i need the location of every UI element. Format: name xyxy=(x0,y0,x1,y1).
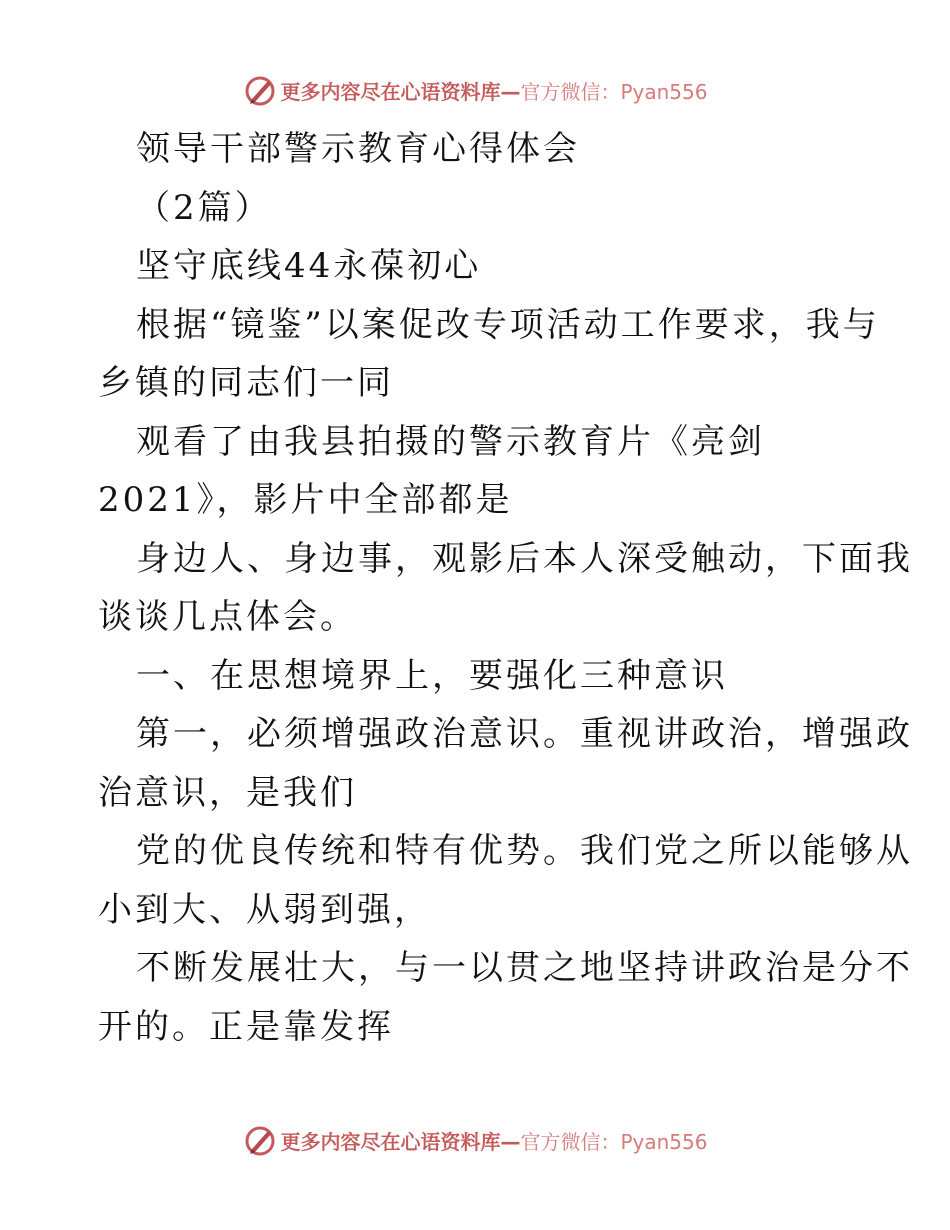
banner-text xyxy=(280,1126,707,1155)
document-line: 坚守底线44永葆初心 xyxy=(136,246,482,286)
document-line: 领导干部警示教育心得体会 xyxy=(136,129,580,169)
document-line: 开的。正是靠发挥 xyxy=(98,1006,394,1047)
document-line: 乡镇的同志们一同 xyxy=(98,363,394,403)
document-body xyxy=(98,120,913,1056)
pen-circle-logo-icon xyxy=(242,72,278,108)
document-line: 治意识，是我们 xyxy=(98,772,357,813)
document-line: 身边人、身边事，观影后本人深受触动，下面我 xyxy=(136,538,913,579)
banner-wechat-text: 官方微信：Pyan556 xyxy=(520,1129,708,1154)
header-banner xyxy=(0,70,950,110)
banner-wechat-text: 官方微信：Pyan556 xyxy=(520,79,708,104)
document-line: （2篇） xyxy=(136,187,272,228)
document-line: 谈谈几点体会。 xyxy=(98,597,357,637)
banner-main-text: 更多内容尽在心语资料库— xyxy=(280,1129,521,1154)
document-line: 不断发展壮大，与一以贯之地坚持讲政治是分不 xyxy=(136,948,913,988)
document-line: 观看了由我县拍摄的警示教育片《亮剑 xyxy=(136,421,765,462)
document-line: 一、在思想境界上，要强化三种意识 xyxy=(136,655,728,696)
document-line: 小到大、从弱到强， xyxy=(98,889,431,930)
pen-circle-logo-icon xyxy=(242,1122,278,1158)
banner-main-text: 更多内容尽在心语资料库— xyxy=(280,79,521,104)
document-line: 第一，必须增强政治意识。重视讲政治，增强政 xyxy=(136,714,913,754)
banner-text xyxy=(280,76,707,105)
footer-banner xyxy=(0,1120,950,1160)
document-line: 党的优良传统和特有优势。我们党之所以能够从 xyxy=(136,831,913,871)
document-line: 2021》，影片中全部都是 xyxy=(98,480,513,520)
document-line: 根据“镜鉴”以案促改专项活动工作要求，我与 xyxy=(136,304,880,345)
